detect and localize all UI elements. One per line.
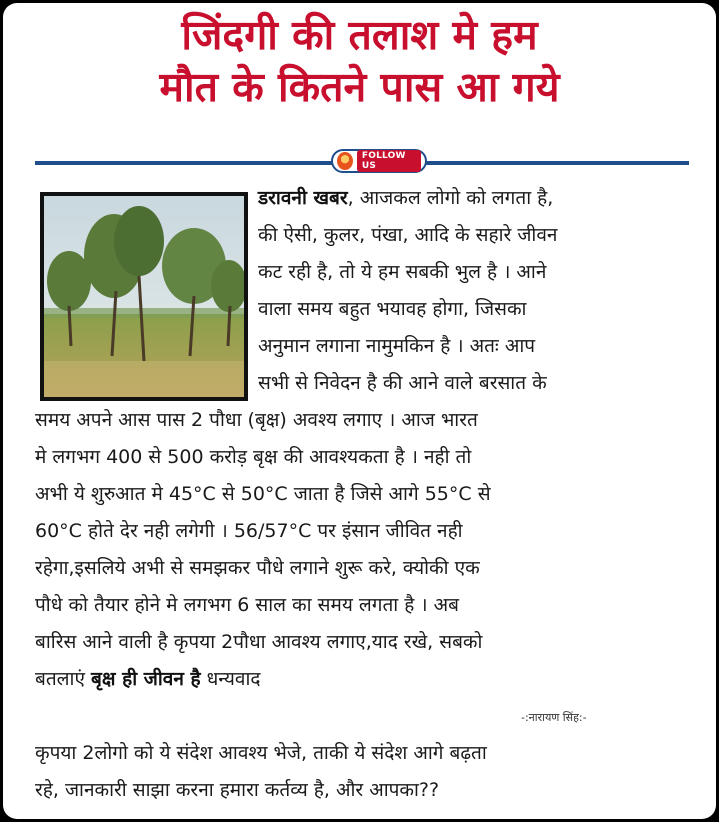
headline-line-1: जिंदगी की तलाश मे हम [181, 11, 538, 59]
tree-photo [40, 192, 248, 401]
signature: -:नारायण सिंह:- [521, 711, 587, 724]
body-line-13: बारिस आने वाली है कृपया 2पौधा आवश्य लगाए,याद रखे, सबको [35, 631, 483, 653]
body-line-2: की ऐसी, कुलर, पंखा, आदि के सहारे जीवन [258, 224, 558, 246]
body-line-9: अभी ये शुरुआत मे 45°C से 50°C जाता है जिसे आगे 55°C से [35, 483, 491, 505]
follow-us-badge[interactable] [331, 149, 427, 173]
tree-landscape-image [44, 196, 244, 397]
lead-bold-text: डरावनी खबर [258, 187, 348, 209]
body-line-8: मे लगभग 400 से 500 करोड़ बृक्ष की आवश्यकता है । नही तो [35, 446, 472, 468]
post-card [3, 3, 716, 819]
body-line-4: वाला समय बहुत भयावह होगा, जिसका [258, 298, 527, 320]
body-line-14-pre: बतलाएं [35, 668, 92, 690]
body-line-5: अनुमान लगाना नामुमकिन है । अतः आप [258, 335, 536, 357]
follow-us-label: FOLLOW US [357, 150, 421, 172]
body-line-1 [258, 183, 553, 213]
body-line-16: रहे, जानकारी साझा करना हमारा कर्तव्य है, और आपका?? [35, 779, 440, 801]
headline-line-2: मौत के कितने पास आ गये [159, 63, 560, 111]
body-line-1-rest: , आजकल लोगो को लगता है, [347, 187, 554, 209]
body-line-6: सभी से निवेदन है की आने वाले बरसात के [258, 372, 547, 394]
body-line-11: रहेगा,इसलिये अभी से समझकर पौधे लगाने शुरू करे, क्योकी एक [35, 557, 480, 579]
slogan-bold-text: बृक्ष ही जीवन है [91, 668, 201, 690]
body-line-14-post: धन्यवाद [200, 668, 261, 690]
body-line-14 [35, 664, 261, 694]
body-line-15: कृपया 2लोगो को ये संदेश आवश्य भेजे, ताकी ये संदेश आगे बढ़ता [35, 742, 487, 764]
headline [3, 9, 716, 113]
sun-emblem-icon [337, 152, 353, 170]
body-line-7: समय अपने आस पास 2 पौधा (बृक्ष) अवश्य लगाए । आज भारत [35, 409, 478, 431]
body-line-10: 60°C होते देर नही लगेगी । 56/57°C पर इंसान जीवित नही [35, 520, 463, 542]
body-line-12: पौधे को तैयार होने मे लगभग 6 साल का समय लगता है । अब [35, 594, 459, 616]
body-line-3: कट रही है, तो ये हम सबकी भुल है । आने [258, 261, 547, 283]
